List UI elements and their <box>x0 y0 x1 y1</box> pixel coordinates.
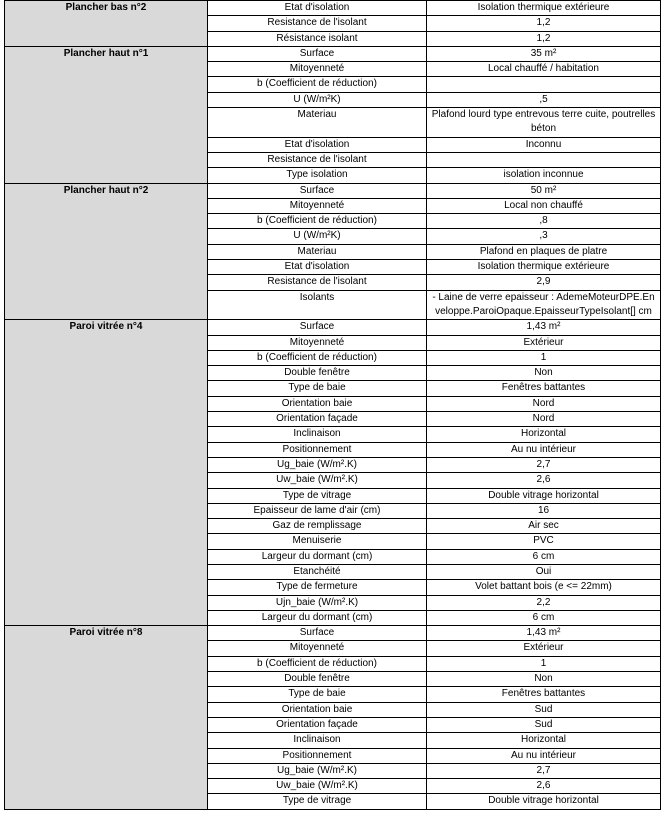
property-label: Mitoyenneté <box>208 641 427 656</box>
property-label: Materiau <box>208 108 427 138</box>
property-value: Air sec <box>427 519 661 534</box>
property-label: Positionnement <box>208 748 427 763</box>
property-label: Ug_baie (W/m².K) <box>208 763 427 778</box>
property-label: Orientation façade <box>208 717 427 732</box>
property-label: Menuiserie <box>208 534 427 549</box>
property-label: Uw_baie (W/m².K) <box>208 779 427 794</box>
property-label: b (Coefficient de réduction) <box>208 214 427 229</box>
property-value: 1,2 <box>427 31 661 46</box>
property-label: Materiau <box>208 244 427 259</box>
property-value: 6 cm <box>427 610 661 625</box>
property-value: Fenêtres battantes <box>427 687 661 702</box>
property-label: Resistance de l'isolant <box>208 152 427 167</box>
section-title: Plancher haut n°1 <box>5 46 208 183</box>
property-label: Type de vitrage <box>208 794 427 809</box>
property-label: Etat d'isolation <box>208 137 427 152</box>
property-value: 16 <box>427 503 661 518</box>
property-label: Etat d'isolation <box>208 1 427 16</box>
property-label: Orientation baie <box>208 396 427 411</box>
property-label: U (W/m²K) <box>208 92 427 107</box>
property-value: isolation inconnue <box>427 168 661 183</box>
property-value: 2,6 <box>427 779 661 794</box>
property-value: 1,43 m² <box>427 320 661 335</box>
property-value: Non <box>427 366 661 381</box>
property-label: Orientation baie <box>208 702 427 717</box>
property-label: Largeur du dormant (cm) <box>208 549 427 564</box>
property-value: Nord <box>427 412 661 427</box>
table-row <box>5 626 661 641</box>
table-body <box>5 1 661 810</box>
property-value: 1 <box>427 656 661 671</box>
property-label: Type isolation <box>208 168 427 183</box>
property-label: Type de fermeture <box>208 580 427 595</box>
property-value: ,5 <box>427 92 661 107</box>
property-value: 35 m² <box>427 46 661 61</box>
property-value: Isolation thermique extérieure <box>427 1 661 16</box>
property-value: Volet battant bois (e <= 22mm) <box>427 580 661 595</box>
property-value: Au nu intérieur <box>427 748 661 763</box>
property-value: Plafond en plaques de platre <box>427 244 661 259</box>
property-label: Epaisseur de lame d'air (cm) <box>208 503 427 518</box>
property-value: 1,2 <box>427 16 661 31</box>
property-label: Etanchéité <box>208 564 427 579</box>
property-value: 2,7 <box>427 457 661 472</box>
property-value: 2,7 <box>427 763 661 778</box>
property-value: - Laine de verre epaisseur : AdemeMoteurDPE.Enveloppe.ParoiOpaque.EpaisseurTypeIsolant[] cm <box>427 290 661 320</box>
property-value: Au nu intérieur <box>427 442 661 457</box>
property-value: 2,2 <box>427 595 661 610</box>
property-value: Fenêtres battantes <box>427 381 661 396</box>
property-value <box>427 77 661 92</box>
property-label: Surface <box>208 320 427 335</box>
property-label: Surface <box>208 626 427 641</box>
property-value: Isolation thermique extérieure <box>427 260 661 275</box>
property-label: Double fenêtre <box>208 366 427 381</box>
property-label: Type de vitrage <box>208 488 427 503</box>
property-label: U (W/m²K) <box>208 229 427 244</box>
property-value: Plafond lourd type entrevous terre cuite, poutrelles béton <box>427 108 661 138</box>
property-value: Double vitrage horizontal <box>427 794 661 809</box>
property-label: Double fenêtre <box>208 672 427 687</box>
property-label: Mitoyenneté <box>208 335 427 350</box>
property-label: Uw_baie (W/m².K) <box>208 473 427 488</box>
property-label: Etat d'isolation <box>208 260 427 275</box>
property-value: Double vitrage horizontal <box>427 488 661 503</box>
property-value: Sud <box>427 702 661 717</box>
property-label: Type de baie <box>208 687 427 702</box>
section-title: Plancher haut n°2 <box>5 183 208 320</box>
property-label: Largeur du dormant (cm) <box>208 610 427 625</box>
property-value: ,3 <box>427 229 661 244</box>
property-label: Mitoyenneté <box>208 198 427 213</box>
property-value: Non <box>427 672 661 687</box>
property-label: Ujn_baie (W/m².K) <box>208 595 427 610</box>
property-label: Résistance isolant <box>208 31 427 46</box>
property-label: Ug_baie (W/m².K) <box>208 457 427 472</box>
property-value: 1 <box>427 350 661 365</box>
section-title: Plancher bas n°2 <box>5 1 208 47</box>
envelope-data-table <box>4 0 661 810</box>
property-value: Inconnu <box>427 137 661 152</box>
property-value: Horizontal <box>427 427 661 442</box>
property-value: Local non chauffé <box>427 198 661 213</box>
table-row <box>5 46 661 61</box>
property-label: b (Coefficient de réduction) <box>208 350 427 365</box>
property-value: Horizontal <box>427 733 661 748</box>
property-value: 6 cm <box>427 549 661 564</box>
property-label: Mitoyenneté <box>208 62 427 77</box>
table-row <box>5 1 661 16</box>
property-value: Extérieur <box>427 335 661 350</box>
property-label: Resistance de l'isolant <box>208 275 427 290</box>
property-label: Inclinaison <box>208 733 427 748</box>
property-value: ,8 <box>427 214 661 229</box>
property-value: 2,6 <box>427 473 661 488</box>
table-row <box>5 183 661 198</box>
property-value: 50 m² <box>427 183 661 198</box>
property-value: 1,43 m² <box>427 626 661 641</box>
section-title: Paroi vitrée n°4 <box>5 320 208 626</box>
property-label: b (Coefficient de réduction) <box>208 77 427 92</box>
property-value: Sud <box>427 717 661 732</box>
property-value: Oui <box>427 564 661 579</box>
property-label: Gaz de remplissage <box>208 519 427 534</box>
property-label: Orientation façade <box>208 412 427 427</box>
property-label: Isolants <box>208 290 427 320</box>
property-value: Nord <box>427 396 661 411</box>
property-label: Positionnement <box>208 442 427 457</box>
property-label: Surface <box>208 183 427 198</box>
property-value: 2,9 <box>427 275 661 290</box>
property-label: Surface <box>208 46 427 61</box>
property-label: b (Coefficient de réduction) <box>208 656 427 671</box>
property-value: Extérieur <box>427 641 661 656</box>
table-row <box>5 320 661 335</box>
property-label: Inclinaison <box>208 427 427 442</box>
property-label: Resistance de l'isolant <box>208 16 427 31</box>
property-value: PVC <box>427 534 661 549</box>
section-title: Paroi vitrée n°8 <box>5 626 208 810</box>
property-value: Local chauffé / habitation <box>427 62 661 77</box>
property-value <box>427 152 661 167</box>
property-label: Type de baie <box>208 381 427 396</box>
